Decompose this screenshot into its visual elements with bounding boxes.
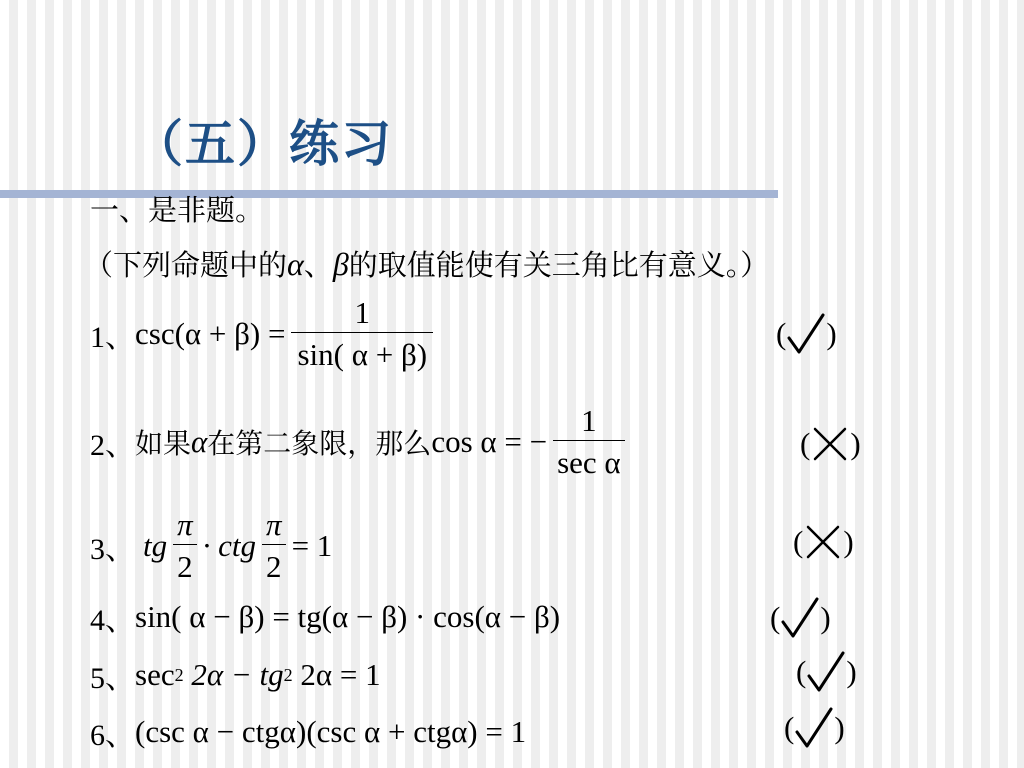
answer-close-paren: ) [820,600,831,635]
exponent: 2 [174,664,184,685]
check-icon [794,706,834,750]
question-text: 在第二象限，那么 [207,426,432,460]
question-alpha: α [191,423,208,459]
answer-open-paren: ( [770,600,781,635]
question-number: 4、 [90,604,135,637]
question-tg: tg [143,527,168,563]
question-number: 5、 [90,662,135,695]
question-5 [90,653,381,697]
note-separator: 、 [303,248,333,282]
fraction-numerator: π [266,507,282,542]
answer-close-paren: ) [850,426,861,461]
answer-close-paren: ) [843,524,854,559]
slide-title: （五）练习 [133,115,393,173]
answer-4 [770,596,831,640]
fraction [262,509,286,582]
question-1 [90,297,439,370]
question-number: 1、 [90,320,135,354]
question-lhs: cos α = − [431,423,548,459]
section-heading: 一、是非题。 [90,193,265,227]
note-suffix: 的取值能使有关三角比有意义。） [348,248,770,282]
question-text: 如果 [135,426,192,460]
answer-open-paren: ( [784,710,795,745]
answer-2 [800,424,861,464]
question-3 [90,509,332,582]
question-sec: sec [135,657,175,692]
fraction-numerator: π [177,507,193,542]
answer-close-paren: ) [846,654,857,689]
answer-open-paren: ( [793,524,804,559]
note-alpha: α [287,246,304,282]
fraction-denominator: sin( α + β) [291,332,433,370]
fraction-denominator: 2 [173,544,197,582]
question-rhs: 2α = 1 [292,657,381,692]
question-rhs: = 1 [291,527,333,563]
question-6 [90,710,526,754]
answer-open-paren: ( [776,316,787,351]
question-middle: 2α − tg [183,657,284,692]
answer-6 [784,706,845,750]
fraction-denominator: 2 [262,544,286,582]
instruction-note [84,243,769,284]
question-lhs: csc(α + β) = [135,315,286,351]
fraction-numerator: 1 [354,295,370,330]
cross-icon [810,424,850,464]
question-number: 6、 [90,719,135,752]
question-expression: sin( α − β) = tg(α − β) · cos(α − β) [135,599,561,634]
check-icon [806,650,846,694]
cross-icon [803,522,843,562]
answer-close-paren: ) [826,316,837,351]
fraction [173,509,197,582]
check-icon [780,596,820,640]
fraction-denominator: sec α [553,440,625,478]
fraction [553,405,625,478]
question-number: 2、 [90,428,135,462]
question-ctg: · ctg [202,527,257,563]
note-beta: β [332,246,349,282]
question-expression: (csc α − ctgα)(csc α + ctgα) = 1 [135,714,527,749]
fraction-numerator: 1 [581,403,597,438]
answer-close-paren: ) [834,710,845,745]
answer-1 [776,312,837,356]
answer-open-paren: ( [800,426,811,461]
question-number: 3、 [90,532,135,566]
fraction [291,297,433,370]
check-icon [786,312,826,356]
question-4 [90,595,560,639]
answer-3 [793,522,854,562]
note-prefix: （下列命题中的 [84,248,288,282]
answer-open-paren: ( [796,654,807,689]
answer-5 [796,650,857,694]
exponent: 2 [283,664,293,685]
question-2 [90,405,631,478]
